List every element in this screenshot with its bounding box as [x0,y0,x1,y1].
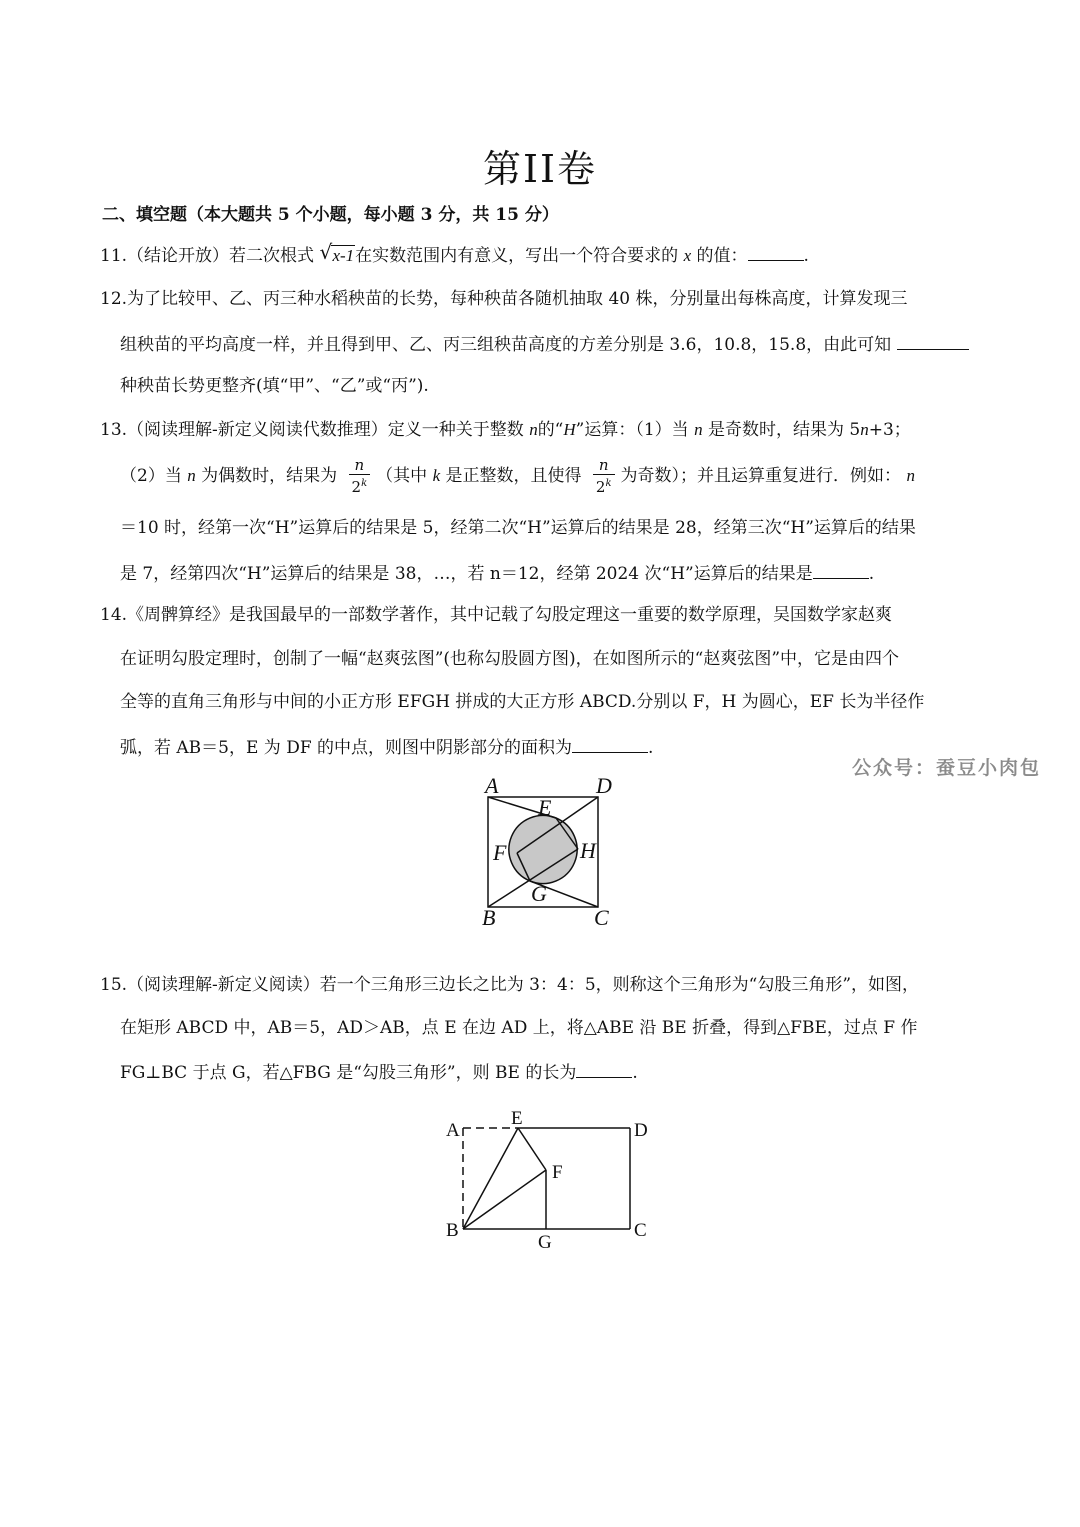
q13-line-1e: +3； [868,420,911,440]
q13-line-2b: 为偶数时，结果为 [201,466,338,486]
fig2-label-d: D [634,1120,648,1141]
q13-line-1d: 是奇数时，结果为 5 [708,420,861,440]
var-n: n [694,420,703,439]
var-h: H [563,420,576,439]
q11-period: . [803,246,809,266]
question-11 [100,242,990,268]
q12-line-1: 12.为了比较甲、乙、丙三种水稻秧苗的长势，每种秧苗各随机抽取 40 株，分别量出每株高度，计算发现三 [100,289,908,309]
answer-blank-12[interactable] [897,331,969,350]
section-heading: 二、填空题（本大题共 5 个小题，每小题 3 分，共 15 分） [102,205,559,225]
q15-period: . [632,1063,638,1083]
segment-be [463,1128,518,1229]
fig1-label-e: E [538,795,552,820]
fig1-label-h: H [580,838,596,863]
shaded-lens [509,815,577,883]
figure-zhao-shuang [470,770,630,935]
q11-tail: 在实数范围内有意义，写出一个符合要求的 [355,246,679,266]
sqrt-expression: √ x-1 [319,240,355,265]
q11-end: 的值： [696,246,748,266]
q14-period: . [648,738,654,758]
q15-line-3 [120,1059,990,1085]
q14-line-3: 全等的直角三角形与中间的小正方形 EFGH 拼成的大正方形 ABCD.分别以 F，H 为圆心，EF 长为半径作 [120,692,925,712]
q11-lead: （结论开放）若二次根式 [127,246,315,266]
q13-line-2c: （其中 [376,466,428,486]
var-n: n [860,420,869,439]
fig1-label-a: A [485,773,499,798]
q14-line-2: 在证明勾股定理时，创制了一幅“赵爽弦图”(也称勾股圆方图)，在如图所示的“赵爽弦图”中，它是由四个 [120,649,900,669]
answer-blank-15[interactable] [576,1059,632,1078]
q12-line-3: 种秧苗长势更整齐(填“甲”、“乙”或“丙”). [120,376,429,396]
q13-line-1a: 13.（阅读理解-新定义阅读代数推理）定义一种关于整数 [100,420,524,440]
page-title: 第II卷 [482,147,598,191]
q13-line-4-text: 是 7，经第四次“H”运算后的结果是 38，…，若 n＝12，经第 2024 次“H”运算后的结果是 [120,564,813,584]
q13-line-2 [120,456,990,496]
q12-line-2 [120,331,990,357]
frac-den [593,475,615,496]
q13-line-2e: 为奇数）；并且运算重复进行．例如： [620,466,902,486]
fraction-n-over-2k [349,457,371,496]
var-n: n [187,466,196,485]
watermark: 公众号：蚕豆小肉包 [852,757,1042,779]
frac-den [349,475,371,496]
q14-line-4-text: 弧，若 AB＝5，E 为 DF 的中点，则图中阴影部分的面积为 [120,738,573,758]
q12-line-2-text: 组秧苗的平均高度一样，并且得到甲、乙、丙三组秧苗高度的方差分别是 3.6，10.8，15.8，由此可知 [120,335,892,355]
var-k: k [432,466,441,485]
q13-line-3: ＝10 时，经第一次“H”运算后的结果是 5，经第二次“H”运算后的结果是 28，经第三次“H”运算后的结果 [120,518,916,538]
segment-bf [463,1170,546,1229]
fig2-label-c: C [634,1220,647,1241]
frac-num: n [349,457,371,475]
q13-line-1b: 的“ [537,420,564,440]
q13-line-2d: 是正整数，且使得 [445,466,582,486]
fig1-label-f: F [493,840,507,865]
q13-line-2a: （2）当 [120,466,182,486]
var-n: n [529,420,538,439]
q13-line-1 [100,418,990,442]
fraction-n-over-2k [593,457,615,496]
q13-period: . [868,564,875,584]
segment-ef [518,1128,546,1170]
fig2-label-a: A [446,1120,460,1141]
q15-line-2: 在矩形 ABCD 中，AB＝5，AD＞AB，点 E 在边 AD 上，将△ABE 沿 BE 折叠，得到△FBE，过点 F 作 [120,1018,918,1038]
frac-exp: k [361,478,368,489]
frac-base: 2 [595,478,606,496]
frac-base: 2 [351,478,362,496]
fig2-label-g: G [538,1232,552,1253]
q11-number: 11. [100,246,128,266]
var-n: n [906,466,915,485]
radicand: x-1 [332,246,355,265]
q13-line-1c: ”运算：（1）当 [575,420,689,440]
q15-line-3-text: FG⊥BC 于点 G，若△FBG 是“勾股三角形”，则 BE 的长为 [120,1063,577,1083]
answer-blank-11[interactable] [748,242,804,261]
frac-exp: k [605,478,612,489]
fig1-label-d: D [596,773,612,798]
figure-folded-rectangle [440,1105,660,1255]
q14-line-1: 14.《周髀算经》是我国最早的一部数学著作，其中记载了勾股定理这一重要的数学原理，吴国数学家赵爽 [100,605,893,625]
fig1-label-b: B [482,905,496,930]
answer-blank-14[interactable] [572,734,648,753]
fig1-label-g: G [531,881,547,906]
q15-line-1: 15.（阅读理解-新定义阅读）若一个三角形三边长之比为 3：4：5，则称这个三角形为“勾股三角形”，如图， [100,975,920,995]
fig2-label-e: E [511,1108,523,1129]
fig2-label-b: B [446,1220,459,1241]
frac-num: n [593,457,615,475]
answer-blank-13[interactable] [813,560,869,579]
q11-var: x [683,246,692,265]
fig2-label-f: F [552,1162,563,1183]
q13-line-4 [120,560,990,586]
fig1-label-c: C [594,905,609,930]
